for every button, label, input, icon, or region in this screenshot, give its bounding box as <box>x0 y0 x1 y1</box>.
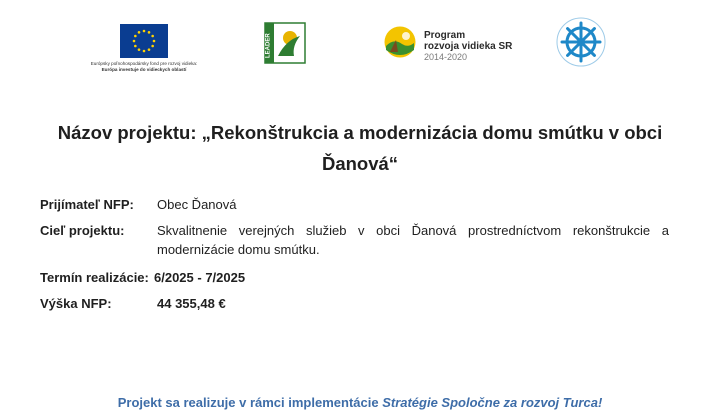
amount-value: 44 355,48 € <box>157 296 226 311</box>
eu-star-icon <box>148 48 151 51</box>
eu-star-icon <box>133 40 136 43</box>
footer-text: Projekt sa realizuje v rámci implementácie <box>117 395 383 410</box>
svg-text:LEADER: LEADER <box>265 33 272 58</box>
eu-star-icon <box>138 48 141 51</box>
term-value: 6/2025 - 7/2025 <box>154 270 246 285</box>
project-title: Názov projektu: „Rekonštrukcia a modernizácia domu smútku v obci Ďanová“ <box>57 122 663 174</box>
recipient-value: Obec Ďanová <box>157 197 237 212</box>
eu-star-icon <box>138 31 141 34</box>
eu-star-icon <box>148 31 151 34</box>
eu-star-icon <box>153 40 156 43</box>
prv-program: Program <box>424 30 466 41</box>
eu-flag-icon <box>120 24 168 58</box>
mas-wheel-logo-icon <box>555 16 607 68</box>
footer-strategy: Stratégie Spoločne za rozvoj Turca! <box>382 395 603 410</box>
logo-bar <box>0 0 720 90</box>
eu-fund-caption <box>82 61 206 73</box>
prv-name: rozvoja vidieka SR <box>424 41 513 52</box>
prv-text <box>424 30 512 63</box>
recipient-label: Prijímateľ NFP: <box>40 197 134 212</box>
eu-fund-name: Európsky poľnohospodársky fond pre rozvoj vidieka: <box>90 61 198 66</box>
eu-star-icon <box>143 30 146 33</box>
eu-star-icon <box>151 35 154 38</box>
term-label: Termín realizácie: <box>40 270 149 285</box>
eu-star-icon <box>134 35 137 38</box>
prv-years: 2014-2020 <box>424 52 468 62</box>
leader-logo-icon <box>264 22 306 64</box>
eu-star-icon <box>134 45 137 48</box>
eu-logo <box>82 24 206 73</box>
amount-label: Výška NFP: <box>40 296 112 311</box>
prv-logo-icon <box>384 26 416 58</box>
eu-fund-slogan: Európa investuje do vidieckych oblastí <box>101 67 187 72</box>
eu-star-icon <box>143 50 146 53</box>
footer-note <box>0 395 720 410</box>
goal-value: Skvalitnenie verejných služieb v obci Ďanová prostredníctvom rekonštrukcie a modernizácie domu smútku. <box>157 223 669 257</box>
goal-label: Cieľ projektu: <box>40 223 125 238</box>
eu-star-icon <box>151 45 154 48</box>
